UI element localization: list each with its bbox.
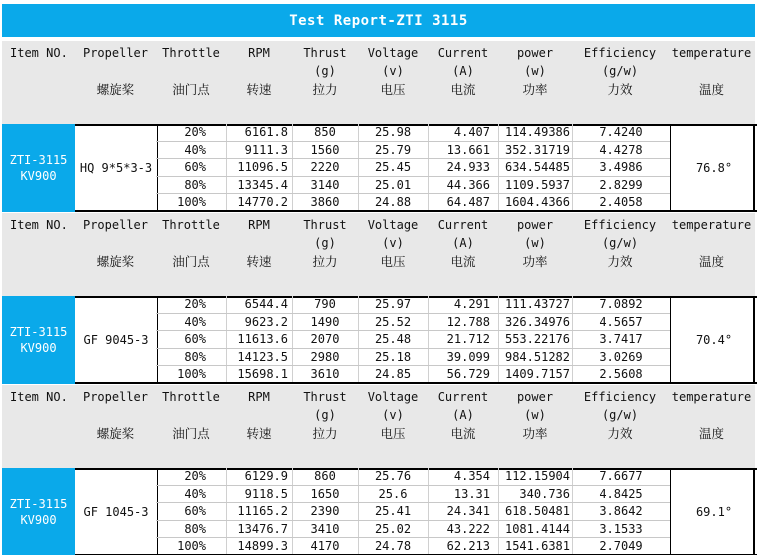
header-throttle-line: Throttle (162, 390, 220, 404)
cell-voltage: 24.85 (374, 367, 412, 382)
header-rpm (226, 213, 292, 297)
cell-throttle: 40% (184, 314, 206, 329)
header-efficiency (572, 41, 668, 125)
table-row (156, 331, 670, 349)
header-efficiency (572, 385, 668, 469)
cell-current: 13.661 (446, 142, 490, 157)
header-throttle-line: 油门点 (172, 254, 210, 269)
header-propeller-line: Propeller (82, 390, 149, 404)
header-rpm (226, 41, 292, 125)
header-current-line: 电流 (450, 426, 476, 441)
header-row (2, 41, 755, 125)
header-thrust-line: Thrust (303, 46, 347, 60)
cell-efficiency: 2.4058 (599, 195, 643, 210)
cell-throttle: 40% (184, 486, 206, 501)
header-propeller-line: 螺旋桨 (96, 254, 135, 269)
header-thrust-line: Thrust (303, 390, 347, 404)
cell-thrust: 3610 (310, 367, 340, 382)
header-item-line: Item NO. (10, 390, 68, 404)
header-propeller (75, 41, 156, 125)
cell-throttle: 60% (184, 504, 206, 519)
model-cell (2, 296, 75, 384)
header-thrust (292, 385, 358, 469)
cell-voltage: 25.48 (374, 332, 412, 347)
header-thrust (292, 213, 358, 297)
header-item (2, 41, 75, 125)
cell-current: 62.213 (446, 539, 490, 554)
header-throttle-line: 油门点 (172, 426, 210, 441)
header-rpm-line: 转速 (246, 254, 272, 269)
table-row (156, 503, 670, 521)
cell-current: 4.291 (453, 297, 490, 311)
cell-power: 340.736 (519, 486, 570, 501)
cell-power: 326.34976 (504, 314, 570, 329)
header-power-line: 功率 (522, 82, 548, 97)
header-efficiency-line: Efficiency (583, 46, 657, 60)
cell-rpm: 14899.3 (237, 539, 288, 554)
cell-throttle: 20% (184, 469, 206, 483)
cell-rpm: 9623.2 (244, 314, 288, 329)
cell-thrust: 4170 (310, 539, 340, 554)
header-item-line: Item NO. (10, 218, 68, 232)
cell-rpm: 14770.2 (237, 195, 288, 210)
header-temperature (668, 385, 755, 469)
cell-voltage: 25.52 (374, 314, 412, 329)
cell-current: 4.354 (453, 469, 490, 483)
cell-current: 44.366 (446, 177, 490, 192)
table-row (156, 314, 670, 332)
header-throttle-line: Throttle (162, 46, 220, 60)
header-propeller (75, 213, 156, 297)
header-rpm-line: 转速 (246, 426, 272, 441)
cell-power: 634.54485 (504, 160, 570, 175)
header-current-line: (A) (452, 408, 474, 422)
cell-thrust: 790 (314, 297, 336, 311)
cell-throttle: 60% (184, 332, 206, 347)
cell-power: 553.22176 (504, 332, 570, 347)
cell-efficiency: 2.7049 (599, 539, 643, 554)
header-power-line: (w) (524, 236, 546, 250)
rows (156, 296, 670, 384)
cell-current: 24.933 (446, 160, 490, 175)
header-current-line: Current (437, 390, 489, 404)
header-temperature (668, 41, 755, 125)
test-block (2, 296, 755, 384)
header-thrust-line: 拉力 (312, 254, 338, 269)
header-voltage-line: Voltage (367, 390, 419, 404)
header-efficiency-line: (g/w) (601, 236, 639, 250)
cell-thrust: 2220 (310, 160, 340, 175)
header-rpm-line: RPM (248, 46, 270, 60)
table-row (156, 124, 670, 142)
cell-power: 1604.4366 (504, 195, 570, 210)
header-row (2, 213, 755, 297)
temperature-cell: 70.4° (670, 296, 757, 384)
header-current (428, 385, 498, 469)
cell-current: 64.487 (446, 195, 490, 210)
header-power-line: 功率 (522, 426, 548, 441)
header-temperature-line: 温度 (698, 82, 724, 97)
cell-voltage: 25.79 (374, 142, 412, 157)
model-name: ZTI-3115 (9, 497, 68, 511)
cell-power: 352.31719 (504, 142, 570, 157)
cell-efficiency: 7.6677 (599, 469, 643, 483)
header-power-line: (w) (524, 408, 546, 422)
cell-voltage: 25.6 (378, 486, 408, 501)
cell-rpm: 6129.9 (244, 469, 288, 483)
cell-throttle: 20% (184, 297, 206, 311)
cell-efficiency: 7.4240 (599, 125, 643, 139)
cell-voltage: 25.76 (374, 469, 412, 483)
cell-thrust: 2070 (310, 332, 340, 347)
cell-power: 111.43727 (504, 297, 570, 311)
model-name: KV900 (20, 513, 57, 527)
test-block (2, 468, 755, 555)
cell-efficiency: 3.7417 (599, 332, 643, 347)
cell-efficiency: 7.0892 (599, 297, 643, 311)
cell-voltage: 24.78 (374, 539, 412, 554)
header-thrust (292, 41, 358, 125)
cell-rpm: 13345.4 (237, 177, 288, 192)
cell-efficiency: 2.8299 (599, 177, 643, 192)
header-rpm-line: RPM (248, 218, 270, 232)
table-row (156, 142, 670, 160)
cell-thrust: 3140 (310, 177, 340, 192)
header-throttle (156, 213, 226, 297)
header-power (498, 213, 572, 297)
cell-throttle: 20% (184, 125, 206, 139)
cell-power: 114.49386 (504, 125, 570, 139)
cell-efficiency: 3.8642 (599, 504, 643, 519)
cell-thrust: 3410 (310, 521, 340, 536)
header-rpm (226, 385, 292, 469)
header-temperature-line: 温度 (698, 254, 724, 269)
cell-thrust: 860 (314, 469, 336, 483)
cell-voltage: 25.45 (374, 160, 412, 175)
header-temperature-line: temperature (671, 218, 752, 232)
header-current (428, 213, 498, 297)
header-thrust-line: (g) (314, 236, 336, 250)
header-propeller-line: Propeller (82, 46, 149, 60)
header-thrust-line: Thrust (303, 218, 347, 232)
cell-throttle: 60% (184, 160, 206, 175)
header-power (498, 385, 572, 469)
header-power-line: 功率 (522, 254, 548, 269)
cell-current: 24.341 (446, 504, 490, 519)
header-rpm-line: RPM (248, 390, 270, 404)
cell-rpm: 6544.4 (244, 297, 288, 311)
cell-power: 1409.7157 (504, 367, 570, 382)
cell-power: 1541.6381 (504, 539, 570, 554)
table-row (156, 194, 670, 212)
model-name: KV900 (20, 341, 57, 355)
cell-current: 21.712 (446, 332, 490, 347)
cell-rpm: 11613.6 (237, 332, 288, 347)
header-row (2, 385, 755, 469)
cell-voltage: 25.97 (374, 297, 412, 311)
header-voltage (358, 385, 428, 469)
header-efficiency-line: 力效 (607, 426, 633, 441)
header-efficiency-line: (g/w) (601, 408, 639, 422)
cell-efficiency: 4.4278 (599, 142, 643, 157)
header-voltage-line: Voltage (367, 218, 419, 232)
header-power-line: power (516, 390, 554, 404)
cell-throttle: 80% (184, 349, 206, 364)
header-efficiency-line: Efficiency (583, 390, 657, 404)
header-throttle (156, 41, 226, 125)
cell-efficiency: 3.0269 (599, 349, 643, 364)
cell-efficiency: 3.4986 (599, 160, 643, 175)
cell-efficiency: 3.1533 (599, 521, 643, 536)
header-throttle-line: 油门点 (172, 82, 210, 97)
header-temperature-line: temperature (671, 390, 752, 404)
header-temperature-line: 温度 (698, 426, 724, 441)
header-voltage-line: (v) (382, 236, 404, 250)
propeller-cell: GF 1045-3 (75, 468, 158, 555)
cell-power: 984.51282 (504, 349, 570, 364)
header-propeller (75, 385, 156, 469)
cell-rpm: 11165.2 (237, 504, 288, 519)
cell-rpm: 14123.5 (237, 349, 288, 364)
cell-current: 12.788 (446, 314, 490, 329)
cell-current: 43.222 (446, 521, 490, 536)
cell-thrust: 2980 (310, 349, 340, 364)
header-current-line: Current (437, 46, 489, 60)
header-efficiency-line: 力效 (607, 254, 633, 269)
cell-voltage: 25.01 (374, 177, 412, 192)
table-row (156, 366, 670, 384)
report-title: Test Report-ZTI 3115 (2, 4, 755, 37)
header-current-line: (A) (452, 236, 474, 250)
header-thrust-line: (g) (314, 64, 336, 78)
table-row (156, 468, 670, 486)
cell-thrust: 1650 (310, 486, 340, 501)
cell-throttle: 80% (184, 521, 206, 536)
model-cell (2, 124, 75, 212)
header-current-line: Current (437, 218, 489, 232)
table-row (156, 486, 670, 504)
cell-throttle: 100% (177, 195, 206, 210)
header-power-line: power (516, 46, 554, 60)
cell-power: 1109.5937 (504, 177, 570, 192)
temperature-cell: 69.1° (670, 468, 757, 555)
header-temperature (668, 213, 755, 297)
cell-power: 1081.4144 (504, 521, 570, 536)
propeller-cell: HQ 9*5*3-3 (75, 124, 158, 212)
cell-efficiency: 2.5608 (599, 367, 643, 382)
cell-rpm: 13476.7 (237, 521, 288, 536)
header-propeller-line: 螺旋桨 (96, 82, 135, 97)
header-throttle (156, 385, 226, 469)
header-rpm-line: 转速 (246, 82, 272, 97)
header-voltage-line: 电压 (380, 82, 406, 97)
header-temperature-line: temperature (671, 46, 752, 60)
table-row (156, 538, 670, 555)
cell-voltage: 25.98 (374, 125, 412, 139)
cell-thrust: 3860 (310, 195, 340, 210)
temperature-cell: 76.8° (670, 124, 757, 212)
table-row (156, 159, 670, 177)
table-row (156, 177, 670, 195)
cell-rpm: 6161.8 (244, 125, 288, 139)
cell-efficiency: 4.5657 (599, 314, 643, 329)
table-row (156, 296, 670, 314)
header-power (498, 41, 572, 125)
header-efficiency (572, 213, 668, 297)
header-current (428, 41, 498, 125)
cell-rpm: 9118.5 (244, 486, 288, 501)
header-thrust-line: (g) (314, 408, 336, 422)
header-voltage-line: 电压 (380, 426, 406, 441)
header-efficiency-line: 力效 (607, 82, 633, 97)
header-thrust-line: 拉力 (312, 426, 338, 441)
cell-voltage: 24.88 (374, 195, 412, 210)
cell-thrust: 850 (314, 125, 336, 139)
cell-power: 112.15904 (504, 469, 570, 483)
rows (156, 124, 670, 212)
header-voltage-line: Voltage (367, 46, 419, 60)
table-row (156, 521, 670, 539)
header-voltage-line: 电压 (380, 254, 406, 269)
cell-power: 618.50481 (504, 504, 570, 519)
model-name: ZTI-3115 (9, 153, 68, 167)
cell-rpm: 15698.1 (237, 367, 288, 382)
cell-throttle: 40% (184, 142, 206, 157)
header-propeller-line: 螺旋桨 (96, 426, 135, 441)
header-voltage-line: (v) (382, 408, 404, 422)
cell-current: 4.407 (453, 125, 490, 139)
cell-current: 13.31 (453, 486, 490, 501)
rows (156, 468, 670, 555)
cell-rpm: 9111.3 (244, 142, 288, 157)
header-current-line: 电流 (450, 254, 476, 269)
cell-thrust: 2390 (310, 504, 340, 519)
header-efficiency-line: (g/w) (601, 64, 639, 78)
header-current-line: 电流 (450, 82, 476, 97)
header-power-line: (w) (524, 64, 546, 78)
header-throttle-line: Throttle (162, 218, 220, 232)
table-row (156, 349, 670, 367)
model-cell (2, 468, 75, 555)
cell-thrust: 1490 (310, 314, 340, 329)
test-block (2, 124, 755, 212)
cell-efficiency: 4.8425 (599, 486, 643, 501)
header-propeller-line: Propeller (82, 218, 149, 232)
header-voltage-line: (v) (382, 64, 404, 78)
model-name: ZTI-3115 (9, 325, 68, 339)
cell-rpm: 11096.5 (237, 160, 288, 175)
header-item-line: Item NO. (10, 46, 68, 60)
header-power-line: power (516, 218, 554, 232)
cell-current: 39.099 (446, 349, 490, 364)
cell-voltage: 25.02 (374, 521, 412, 536)
cell-throttle: 100% (177, 539, 206, 554)
cell-throttle: 100% (177, 367, 206, 382)
cell-voltage: 25.41 (374, 504, 412, 519)
header-voltage (358, 41, 428, 125)
header-thrust-line: 拉力 (312, 82, 338, 97)
header-voltage (358, 213, 428, 297)
cell-throttle: 80% (184, 177, 206, 192)
model-name: KV900 (20, 169, 57, 183)
header-item (2, 213, 75, 297)
header-current-line: (A) (452, 64, 474, 78)
propeller-cell: GF 9045-3 (75, 296, 158, 384)
header-item (2, 385, 75, 469)
header-efficiency-line: Efficiency (583, 218, 657, 232)
cell-current: 56.729 (446, 367, 490, 382)
cell-voltage: 25.18 (374, 349, 412, 364)
cell-thrust: 1560 (310, 142, 340, 157)
